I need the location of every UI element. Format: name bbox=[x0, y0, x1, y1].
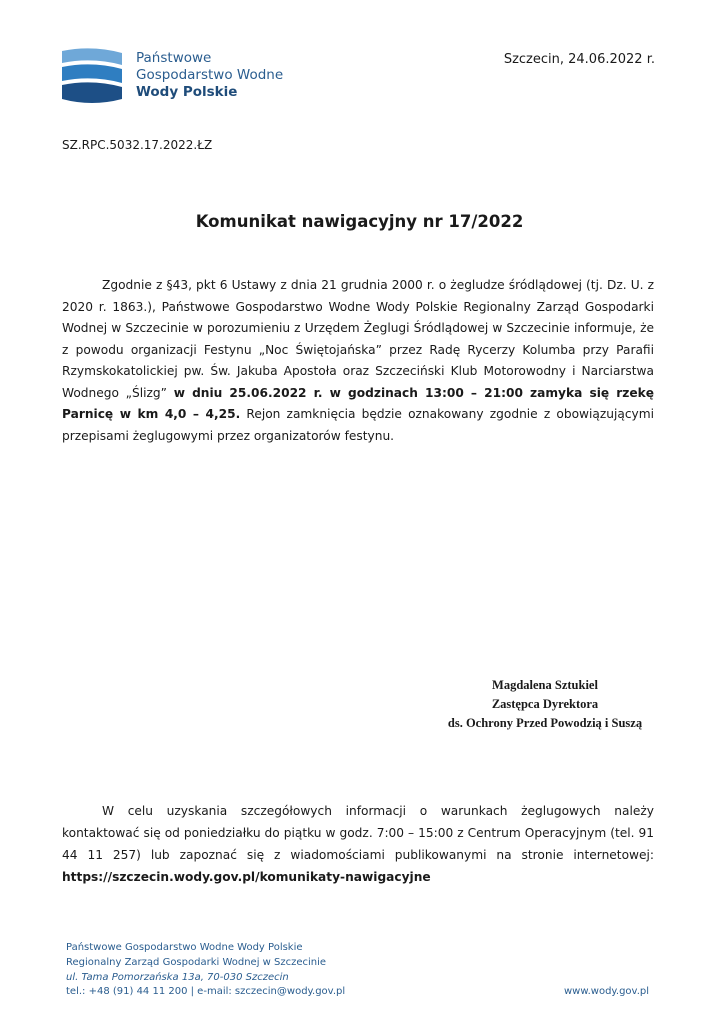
footer-website[interactable]: www.wody.gov.pl bbox=[563, 986, 649, 997]
footer-line-3: ul. Tama Pomorzańska 13a, 70-030 Szczecin bbox=[66, 971, 289, 983]
info-text: W celu uzyskania szczegółowych informacji o warunkach żeglugowych należy kontaktować się od poniedziałku do piątku w godz. 7:00 – 15:00 z Centrum Operacyjnym (tel. 91 44 11 257) lub zapoznać się z wiadomościami publikowanymi na stronie internetowej: bbox=[62, 804, 654, 862]
paragraph-bold-text: w dniu 25.06.2022 r. w godzinach 13:00 – 21:00 zamyka się rzekę Parnicę w km 4,0 – 4,25. bbox=[62, 385, 654, 421]
logo-line-3: Wody Polskie bbox=[136, 84, 238, 100]
logo-line-1: Państwowe bbox=[136, 50, 212, 66]
info-link[interactable]: https://szczecin.wody.gov.pl/komunikaty-nawigacyjne bbox=[62, 870, 431, 884]
signature-position: Zastępca Dyrektora bbox=[491, 697, 599, 711]
paragraph-text-2: Rejon zamknięcia będzie oznakowany zgodnie z obowiązującymi przepisami żeglugowymi przez organizatorów festynu. bbox=[62, 407, 654, 443]
wody-polskie-logo bbox=[60, 47, 290, 109]
logo-line-2: Gospodarstwo Wodne bbox=[136, 67, 284, 83]
footer-address bbox=[66, 941, 345, 1000]
signature-department: ds. Ochrony Przed Powodzią i Suszą bbox=[447, 716, 643, 730]
footer-line-2: Regionalny Zarząd Gospodarki Wodnej w Szczecinie bbox=[66, 956, 327, 968]
main-paragraph bbox=[62, 275, 654, 447]
signature-block bbox=[395, 676, 695, 733]
paragraph-text-1: Zgodnie z §43, pkt 6 Ustawy z dnia 21 grudnia 2000 r. o żegludze śródlądowej (tj. Dz. U. z 2020 r. 1863.), Państwowe Gospodarstwo Wodne Wody Polskie Regionalny Zarząd Gospodarki Wodnej w Szczecinie w porozumieniu z Urzędem Żeglugi Śródlądowej w Szczecinie informuje, że z powodu organizacji Festynu „Noc Świętojańska” przez Radę Rycerzy Kolumba przy Parafii Rzymskokatolickiej pw. Św. Jakuba Apostoła oraz Szczeciński Klub Motorowodny i Narciarstwa Wodnego „Ślizg” bbox=[62, 278, 654, 400]
reference-number: SZ.RPC.5032.17.2022.ŁZ bbox=[62, 138, 213, 152]
signature-name: Magdalena Sztukiel bbox=[492, 678, 598, 692]
footer-line-1: Państwowe Gospodarstwo Wodne Wody Polskie bbox=[66, 942, 303, 953]
waves-logo-icon bbox=[60, 47, 124, 109]
document-title: Komunikat nawigacyjny nr 17/2022 bbox=[195, 212, 524, 231]
document-date: Szczecin, 24.06.2022 r. bbox=[503, 52, 655, 67]
info-paragraph bbox=[62, 800, 654, 888]
footer-line-4: tel.: +48 (91) 44 11 200 | e-mail: szczecin@wody.gov.pl bbox=[66, 986, 346, 998]
